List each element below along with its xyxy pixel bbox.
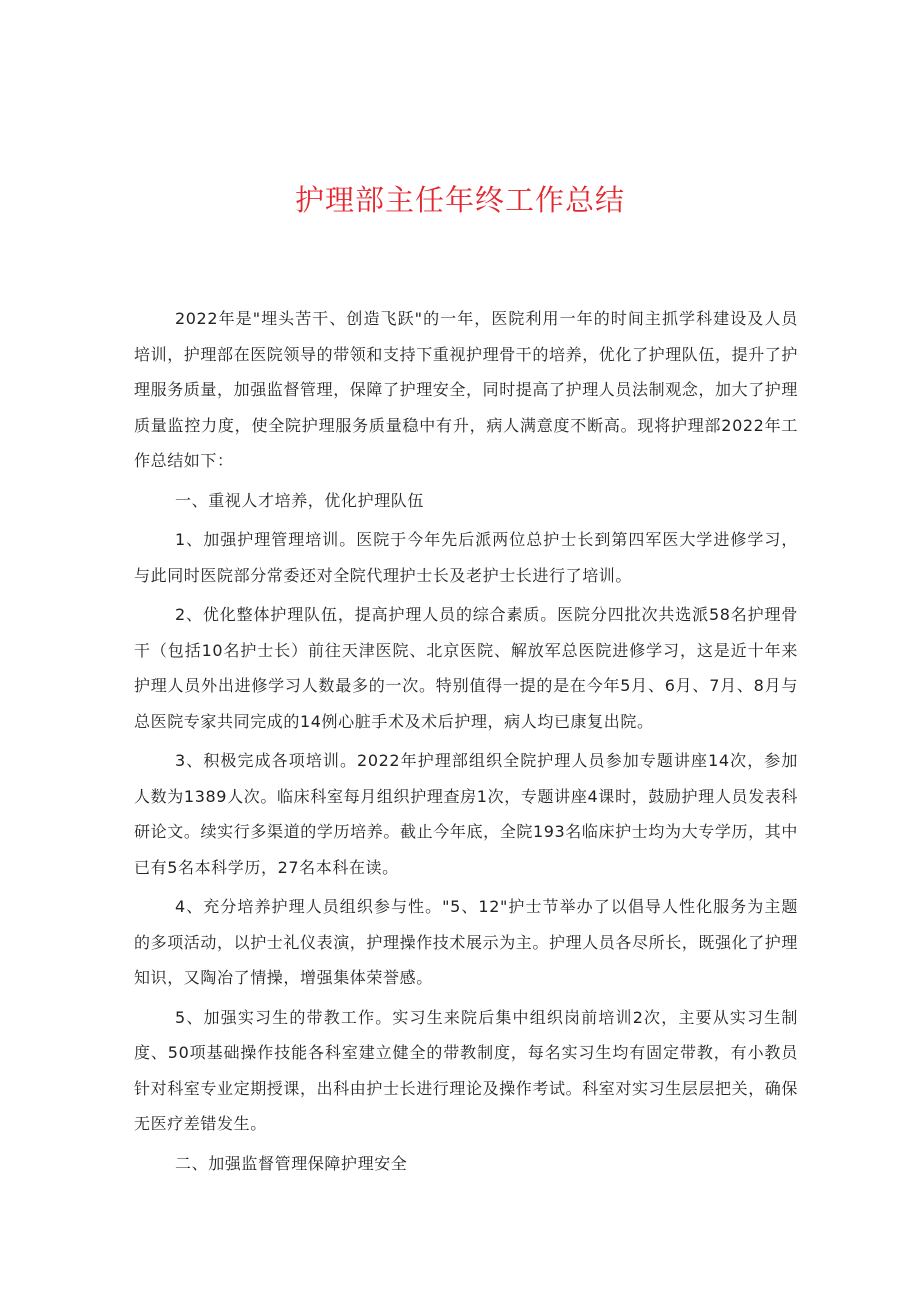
item-paragraph-4: 4、充分培养护理人员组织参与性。"5、12"护士节举办了以倡导人性化服务为主题的多项活动，以护士礼仪表演，护理操作技术展示为主。护理人员各尽所长，既强化了护理知识，又陶冶了情操，增强集体荣誉感。 [134, 897, 799, 987]
document-title: 护理部主任年终工作总结 [294, 183, 625, 217]
intro-paragraph: 2022年是"埋头苦干、创造飞跃"的一年，医院利用一年的时间主抓学科建设及人员培训，护理部在医院领导的带领和支持下重视护理骨干的培养，优化了护理队伍，提升了护理服务质量，加强监督管理，保障了护理安全，同时提高了护理人员法制观念，加大了护理质量监控力度，使全院护理服务质量稳中有升，病人满意度不断高。现将护理部2022年工作总结如下： [134, 309, 799, 470]
document-body [134, 301, 798, 1185]
item-paragraph-2: 2、优化整体护理队伍，提高护理人员的综合素质。医院分四批次共选派58名护理骨干（包括10名护士长）前往天津医院、北京医院、解放军总医院进修学习，这是近十年来护理人员外出进修学习人数最多的一次。特别值得一提的是在今年5月、6月、7月、8月与总医院专家共同完成的14例心脏手术及术后护理，病人均已康复出院。 [134, 605, 798, 731]
item-paragraph-5: 5、加强实习生的带教工作。实习生来院后集中组织岗前培训2次，主要从实习生制度、50项基础操作技能各科室建立健全的带教制度，每名实习生均有固定带教，有小教员针对科室专业定期授课，出科由护士长进行理论及操作考试。科室对实习生层层把关，确保无医疗差错发生。 [134, 1007, 799, 1133]
section-heading-1: 一、重视人才培养，优化护理队伍 [175, 490, 425, 510]
item-paragraph-3: 3、积极完成各项培训。2022年护理部组织全院护理人员参加专题讲座14次，参加人数为1389人次。临床科室每月组织护理查房1次，专题讲座4课时，鼓励护理人员发表科研论文。续实行多渠道的学历培养。截止今年底，全院193名临床护士均为大专学历，其中已有5名本科学历，27名本科在读。 [134, 751, 798, 877]
section-heading-2: 二、加强监督管理保障护理安全 [175, 1153, 408, 1173]
item-paragraph-1: 1、加强护理管理培训。医院于今年先后派两位总护士长到第四军医大学进修学习，与此同时医院部分常委还对全院代理护士长及老护士长进行了培训。 [134, 530, 798, 585]
